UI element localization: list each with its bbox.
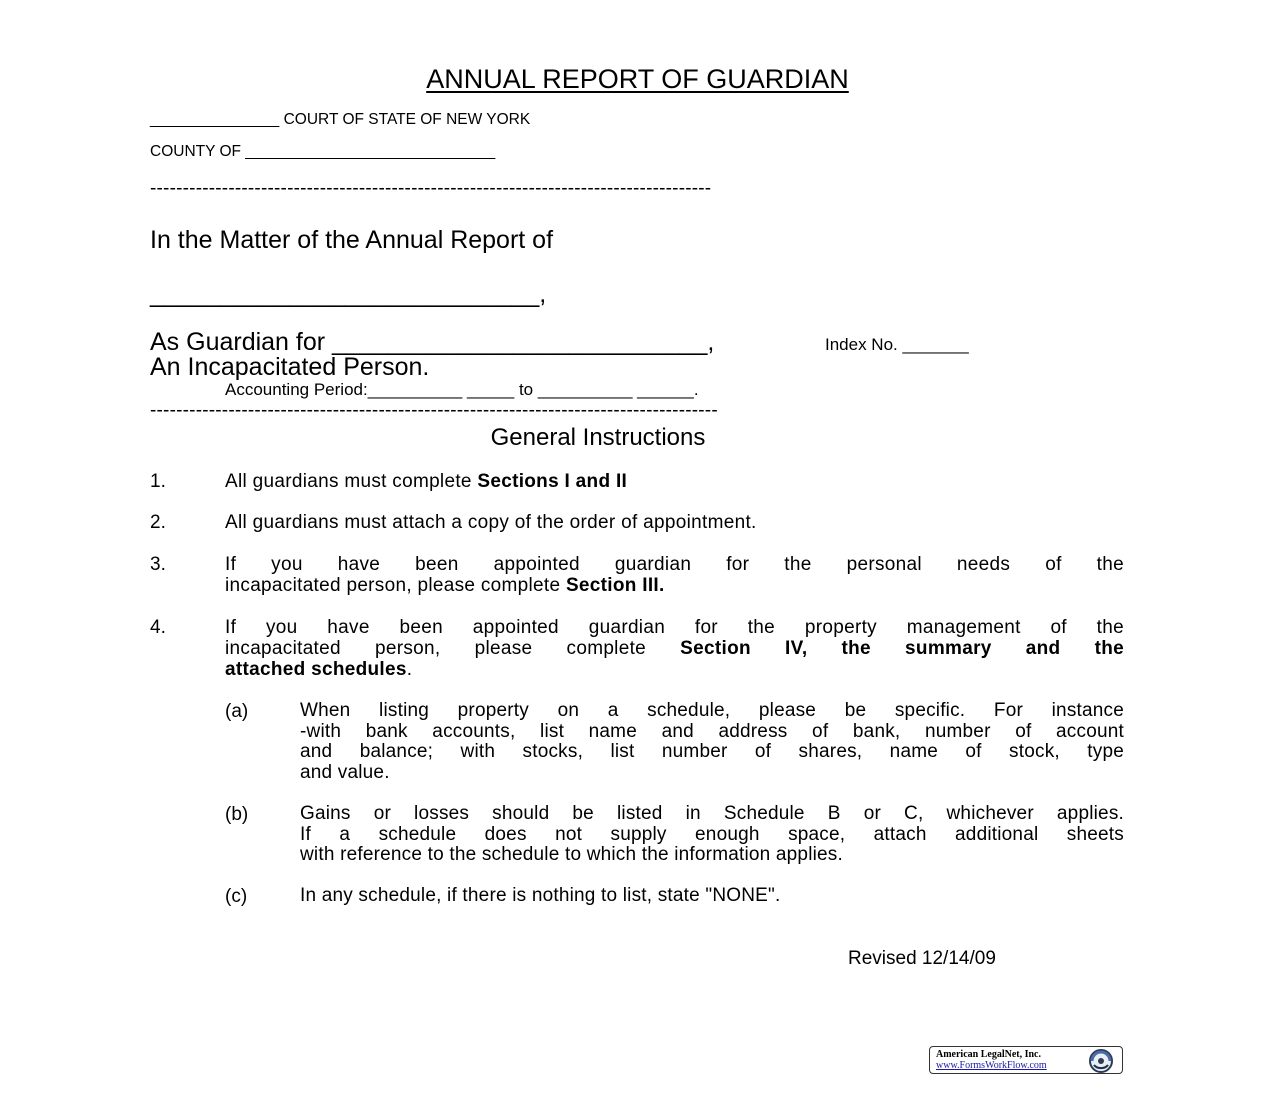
matter-heading: In the Matter of the Annual Report of [150, 226, 554, 254]
subitem-label: (c) [225, 886, 248, 907]
guardian-for-line: As Guardian for ___________________________, [150, 328, 715, 356]
incapacitated-person-line: An Incapacitated Person. [150, 353, 430, 381]
document-title: ANNUAL REPORT OF GUARDIAN [426, 64, 849, 94]
subitem-text: Gains or losses should be listed in Schedule B or C, whichever applies. If a schedule does not supply enough space, attach additional sheets with reference to the schedule to which the information applies. [300, 803, 1124, 865]
court-line: _______________ COURT OF STATE OF NEW YORK [150, 111, 531, 128]
item-number: 1. [150, 471, 166, 492]
subitem-text: When listing property on a schedule, please be specific. For instance -with bank accounts, list name and address of bank, number of account and balance; with stocks, list number of shares, name of stock, type and value. [300, 700, 1124, 783]
revision-date: Revised 12/14/09 [848, 948, 996, 969]
subitem-label: (a) [225, 701, 249, 722]
instruction-item: All guardians must attach a copy of the order of appointment. [225, 512, 757, 533]
county-line: COUNTY OF _____________________________ [150, 143, 496, 160]
instructions-heading: General Instructions [490, 424, 706, 451]
accounting-period: Accounting Period:__________ _____ to __________ ______. [225, 380, 699, 399]
guardian-name-blank: ____________________________, [150, 280, 547, 308]
globe-icon [1084, 1048, 1118, 1074]
instruction-item: All guardians must complete Sections I and II [225, 471, 628, 492]
item-number: 4. [150, 617, 166, 638]
publisher-link[interactable]: www.FormsWorkFlow.com [936, 1060, 1047, 1071]
separator-line: -------------------------------------------------------------------------------------- [150, 178, 712, 199]
item-number: 3. [150, 554, 166, 575]
index-number: Index No. _______ [825, 335, 969, 354]
instruction-item: If you have been appointed guardian for the property management of the incapacitated person, please complete Section IV, the summary and the attached schedules. [225, 617, 1124, 680]
publisher-logo[interactable] [929, 1046, 1123, 1074]
item-number: 2. [150, 512, 166, 533]
publisher-name: American LegalNet, Inc. [936, 1049, 1041, 1060]
instruction-item: If you have been appointed guardian for the personal needs of the incapacitated person, please complete Section III. [225, 554, 1124, 596]
subitem-text: In any schedule, if there is nothing to list, state "NONE". [300, 885, 781, 906]
subitem-label: (b) [225, 804, 249, 825]
separator-line: --------------------------------------------------------------------------------------- [150, 400, 718, 421]
